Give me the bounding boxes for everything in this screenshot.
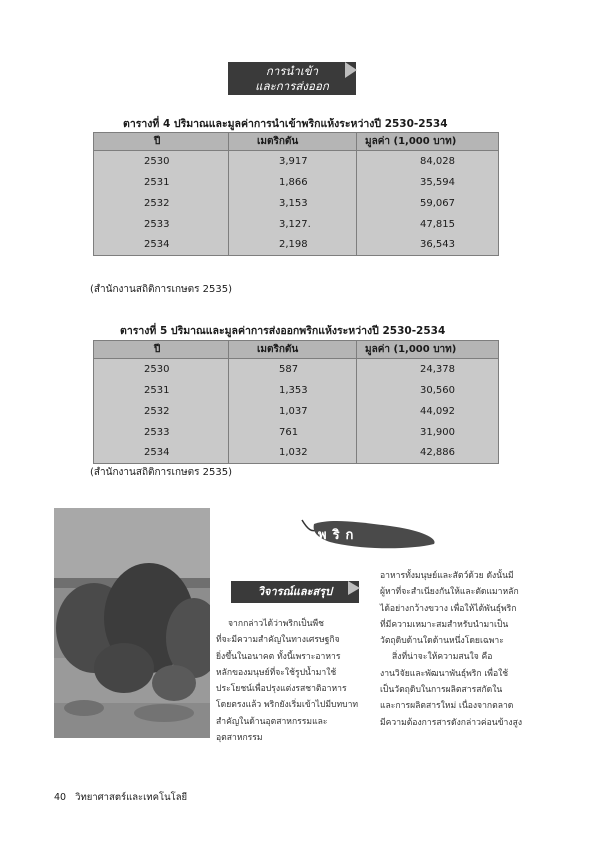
page-number: 40 bbox=[54, 792, 67, 803]
table-cell-tons: 1,353 bbox=[229, 380, 357, 401]
table-row bbox=[94, 422, 499, 443]
conclusion-right-column bbox=[380, 568, 530, 731]
table-cell-year: 2534 bbox=[94, 235, 229, 256]
text-line: วัตถุดิบด้านใดด้านหนึ่งโดยเฉพาะ bbox=[380, 636, 504, 647]
text-line: เป็นวัตถุดิบในการผลิตสารสกัดใน bbox=[380, 685, 503, 696]
table-cell-tons: 3,917 bbox=[229, 151, 357, 172]
table-cell-tons: 1,037 bbox=[229, 401, 357, 422]
conclusion-heading-tab-decoration bbox=[348, 581, 360, 595]
table-cell-tons: 2,198 bbox=[229, 235, 357, 256]
section-header-line1: การนำเข้า bbox=[265, 64, 319, 78]
table-cell-value: 31,900 bbox=[357, 422, 499, 443]
table-row bbox=[94, 359, 499, 380]
table4-header-tons: เมตริกตัน bbox=[229, 133, 357, 151]
table5-header-row bbox=[94, 341, 499, 359]
text-line: มีความต้องการสารดังกล่าวค่อนข้างสูง bbox=[380, 717, 523, 728]
text-line: ที่มีความเหมาะสมสำหรับนำมาเป็น bbox=[380, 619, 509, 630]
table5-header-year: ปี bbox=[94, 341, 229, 359]
table-row bbox=[94, 401, 499, 422]
table-cell-year: 2533 bbox=[94, 422, 229, 443]
table-cell-value: 30,560 bbox=[357, 380, 499, 401]
table-row bbox=[94, 214, 499, 235]
table-row bbox=[94, 172, 499, 193]
conclusion-left-column bbox=[216, 616, 366, 746]
table-cell-tons: 587 bbox=[229, 359, 357, 380]
page-footer bbox=[54, 790, 187, 805]
table-cell-value: 84,028 bbox=[357, 151, 499, 172]
text-line: หลักของมนุษย์ที่จะใช้รูปน้ำมาใช้ bbox=[216, 667, 337, 678]
table-cell-tons: 1,866 bbox=[229, 172, 357, 193]
table-cell-year: 2532 bbox=[94, 193, 229, 214]
section-header-line2: และการส่งออก bbox=[255, 79, 329, 93]
table-cell-year: 2534 bbox=[94, 443, 229, 464]
table-row bbox=[94, 380, 499, 401]
text-line: และการผลิตสารใหม่ เนื่องจากตลาด bbox=[380, 701, 514, 712]
table-cell-year: 2530 bbox=[94, 359, 229, 380]
table-cell-tons: 1,032 bbox=[229, 443, 357, 464]
chili-label: พริก bbox=[318, 528, 360, 543]
conclusion-heading: วิจารณ์และสรุป bbox=[231, 581, 359, 603]
text-line: ที่จะมีความสำคัญในทางเศรษฐกิจ bbox=[216, 635, 340, 646]
table4-title: ตารางที่ 4 ปริมาณและมูลค่าการนำเข้าพริกแห้งระหว่างปี 2530-2534 bbox=[123, 118, 448, 130]
text-line: จากกล่าวได้ว่าพริกเป็นพืช bbox=[228, 619, 324, 629]
section-header-tab-decoration bbox=[345, 62, 357, 78]
table-row bbox=[94, 443, 499, 464]
table-cell-value: 24,378 bbox=[357, 359, 499, 380]
table4 bbox=[93, 132, 499, 256]
table4-header-year: ปี bbox=[94, 133, 229, 151]
table-cell-value: 47,815 bbox=[357, 214, 499, 235]
table-cell-value: 59,067 bbox=[357, 193, 499, 214]
table5-source: (สำนักงานสถิติการเกษตร 2535) bbox=[90, 467, 232, 478]
table-cell-tons: 761 bbox=[229, 422, 357, 443]
table-cell-year: 2531 bbox=[94, 380, 229, 401]
table-cell-value: 36,543 bbox=[357, 235, 499, 256]
table-cell-tons: 3,127. bbox=[229, 214, 357, 235]
table-cell-year: 2533 bbox=[94, 214, 229, 235]
table-cell-year: 2532 bbox=[94, 401, 229, 422]
table5-title: ตารางที่ 5 ปริมาณและมูลค่าการส่งออกพริกแห้งระหว่างปี 2530-2534 bbox=[120, 325, 446, 337]
chili-field-photo bbox=[54, 508, 210, 738]
table-row bbox=[94, 235, 499, 256]
text-line: ประโยชน์เพื่อปรุงแต่งรสชาติอาหาร bbox=[216, 684, 347, 695]
text-line: งานวิจัยและพัฒนาพันธุ์พริก เพื่อใช้ bbox=[380, 668, 509, 679]
table-row bbox=[94, 193, 499, 214]
section-header bbox=[228, 62, 356, 95]
text-line: สิ่งที่น่าจะให้ความสนใจ คือ bbox=[392, 652, 493, 663]
table-cell-value: 44,092 bbox=[357, 401, 499, 422]
table5-header-tons: เมตริกตัน bbox=[229, 341, 357, 359]
text-line: โดยตรงแล้ว พริกยังเริ่มเข้าไปมีบทบาท bbox=[216, 700, 359, 711]
table-cell-value: 42,886 bbox=[357, 443, 499, 464]
text-line: ผู้หาที่จะสำเนียงกันให้และตัดแมาหลัก bbox=[380, 587, 519, 598]
table-cell-year: 2530 bbox=[94, 151, 229, 172]
table5-header-value: มูลค่า (1,000 บาท) bbox=[357, 341, 499, 359]
table-cell-year: 2531 bbox=[94, 172, 229, 193]
text-line: อาหารทั้งมนุษย์และสัตว์ด้วย ดังนั้นมี bbox=[380, 571, 514, 581]
publication-title: วิทยาศาสตร์และเทคโนโลยี bbox=[75, 792, 188, 803]
table4-source: (สำนักงานสถิติการเกษตร 2535) bbox=[90, 284, 232, 295]
table-row bbox=[94, 151, 499, 172]
table5 bbox=[93, 340, 499, 464]
table4-header-row bbox=[94, 133, 499, 151]
text-line: ยิ่งขึ้นในอนาคต ทั้งนี้เพราะอาหาร bbox=[216, 651, 341, 662]
table4-header-value: มูลค่า (1,000 บาท) bbox=[357, 133, 499, 151]
table-cell-tons: 3,153 bbox=[229, 193, 357, 214]
text-line: สำคัญในด้านอุตสาหกรรมและอุตสาหกรรม bbox=[216, 716, 328, 744]
table-cell-value: 35,594 bbox=[357, 172, 499, 193]
text-line: ได้อย่างกว้างขวาง เพื่อให้ได้พันธุ์พริก bbox=[380, 603, 517, 614]
